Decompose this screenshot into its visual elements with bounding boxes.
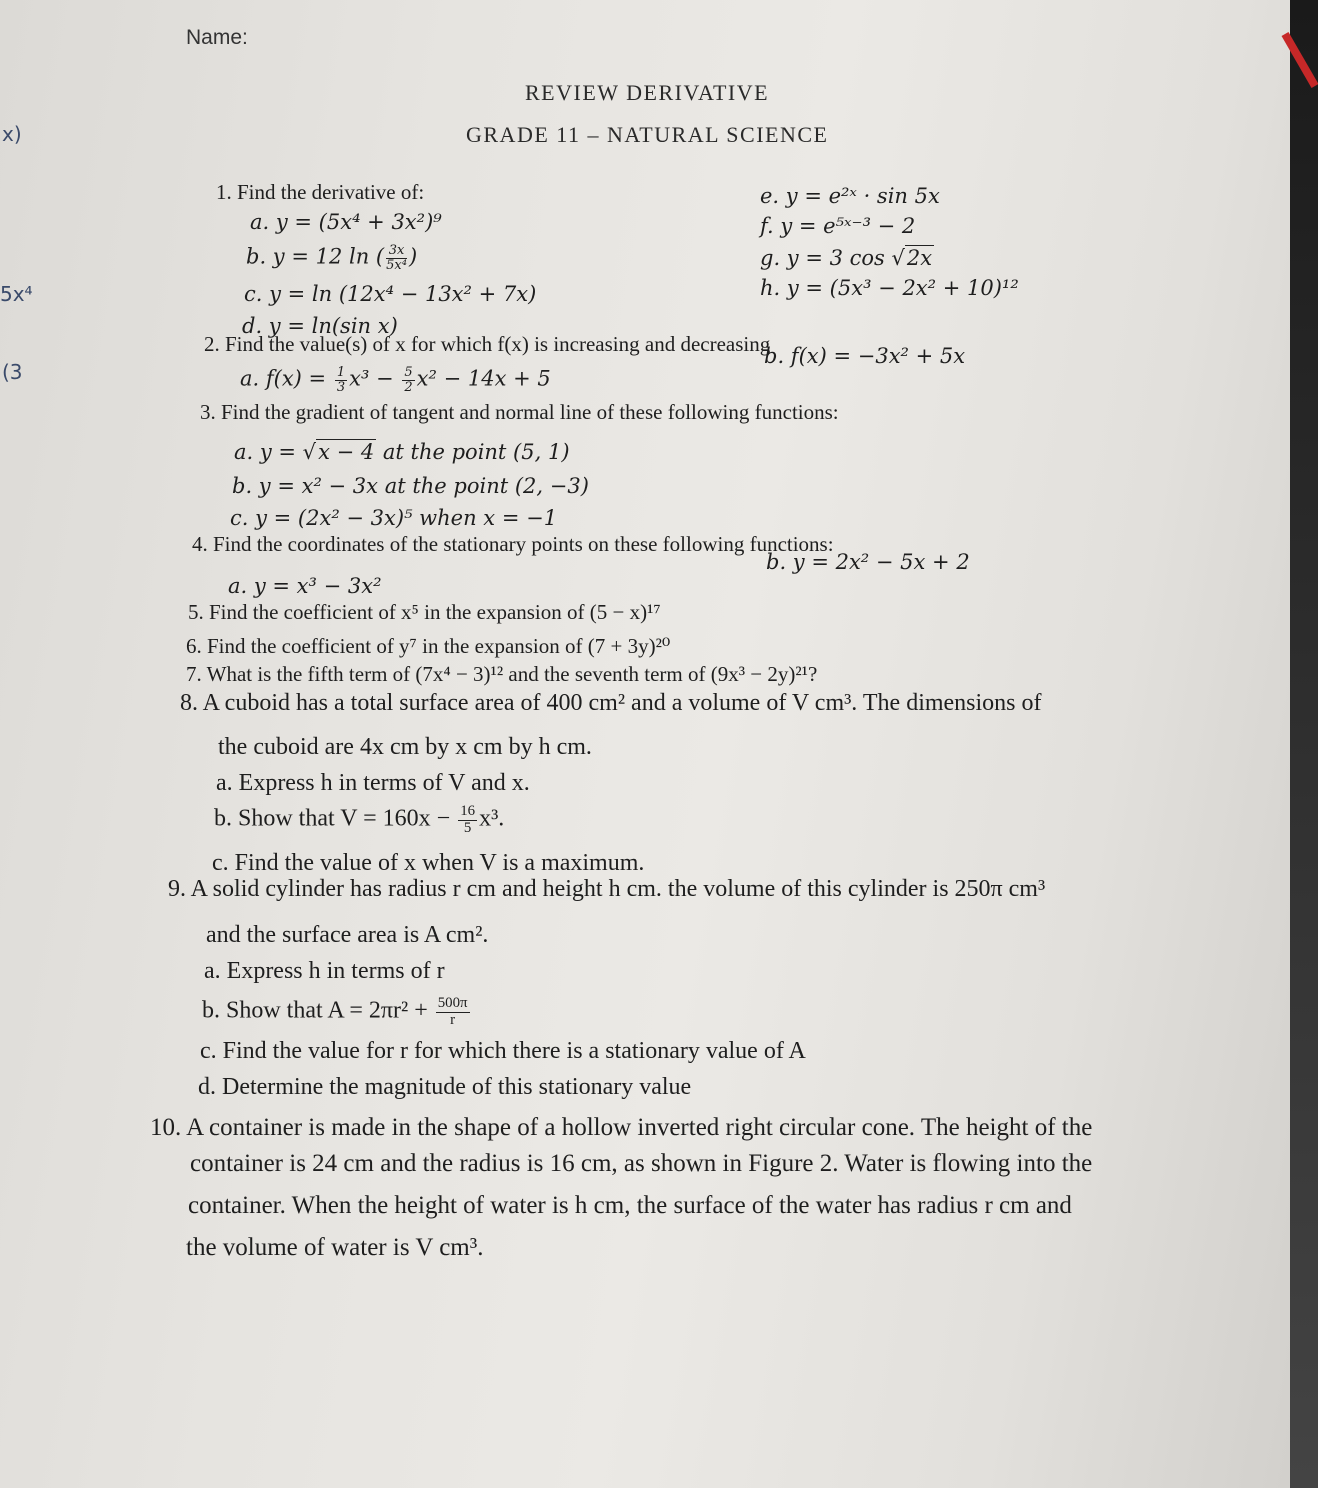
q8-b: [214, 804, 504, 836]
q8-a: a. Express h in terms of V and x.: [216, 770, 530, 796]
q8-c: c. Find the value of x when V is a maximum.: [212, 850, 645, 876]
q10-line3: container. When the height of water is h cm, the surface of the water has radius r cm and: [188, 1192, 1072, 1219]
q3-a-radicand: x − 4: [318, 440, 375, 464]
q9-b: [202, 996, 472, 1028]
q9-b-num: 500π: [437, 995, 468, 1011]
q2-a-frac1-den: 3: [336, 379, 346, 395]
q1-f: f. y = e⁵ˣ⁻³ − 2: [760, 214, 916, 238]
margin-note-1: x): [2, 122, 22, 146]
q3-c: c. y = (2x² − 3x)⁵ when x = −1: [230, 506, 558, 530]
q1-h: h. y = (5x³ − 2x² + 10)¹²: [760, 276, 1019, 300]
q1-prompt: 1. Find the derivative of:: [216, 180, 425, 204]
q2-b: b. f(x) = −3x² + 5x: [764, 344, 966, 368]
q3-a-post: at the point (5, 1): [382, 440, 570, 464]
q1-b-numerator: 3x: [386, 244, 407, 259]
q3-prompt: 3. Find the gradient of tangent and normal line of these following functions:: [200, 400, 839, 424]
margin-note-3: (3: [2, 360, 23, 384]
q9-line2: and the surface area is A cm².: [206, 922, 489, 948]
q1-g-label: g. y = 3 cos √: [760, 246, 905, 270]
q1-b-denominator: 5x⁴: [386, 257, 407, 273]
q2-a-frac2-num: 5: [404, 365, 413, 380]
q2-a-mid: x³ −: [349, 366, 394, 391]
q9-d: d. Determine the magnitude of this stationary value: [198, 1074, 692, 1100]
q3-a-pre: a. y = √: [234, 440, 317, 464]
page-title: REVIEW DERIVATIVE: [525, 80, 770, 105]
q1-c: c. y = ln (12x⁴ − 13x² + 7x): [244, 282, 537, 306]
page-subtitle: GRADE 11 – NATURAL SCIENCE: [466, 122, 829, 147]
q1-b: b. y = 12 ln ( $\frac{3x}{\text{5x⁴}}$ ): [246, 243, 418, 273]
q2-a-frac1-num: 1: [336, 365, 346, 380]
q1-b-label: b. y = 12 ln (: [246, 244, 385, 269]
margin-note-2: 5x⁴: [0, 282, 33, 306]
q9-b-den: r: [450, 1011, 456, 1028]
q9-a: a. Express h in terms of r: [204, 958, 445, 984]
q8-b-num: 16: [460, 803, 476, 819]
background-edge: [1290, 0, 1318, 1488]
q9-line1: 9. A solid cylinder has radius r cm and height h cm. the volume of this cylinder is 250π cm³: [168, 876, 1046, 902]
q2-a-frac2-den: 2: [404, 379, 413, 395]
q1-g-radicand: 2x: [906, 246, 933, 270]
q10-line1: 10. A container is made in the shape of a hollow inverted right circular cone. The height of the: [150, 1114, 1093, 1141]
q8-b-pre: b. Show that V = 160x −: [214, 805, 451, 832]
q4-b: b. y = 2x² − 5x + 2: [766, 550, 970, 574]
q1-b-fraction: [386, 244, 407, 272]
q8-line1: 8. A cuboid has a total surface area of 400 cm² and a volume of V cm³. The dimensions of: [180, 690, 1042, 716]
q1-a: a. y = (5x⁴ + 3x²)⁹: [250, 210, 442, 234]
q4-prompt: 4. Find the coordinates of the stationary points on these following functions:: [192, 532, 834, 556]
q6: 6. Find the coefficient of y⁷ in the expansion of (7 + 3y)²⁰: [186, 634, 671, 658]
q3-b: b. y = x² − 3x at the point (2, −3): [232, 474, 589, 498]
q8-b-fraction: [458, 804, 477, 836]
q2-a-post: x² − 14x + 5: [416, 366, 551, 391]
q2-a-pre: a. f(x) =: [240, 366, 327, 391]
q8-b-den: 5: [463, 819, 472, 836]
q1-g: [760, 246, 934, 270]
q2-a-fraction-1: [335, 366, 347, 394]
q9-b-pre: b. Show that A = 2πr² +: [202, 997, 428, 1024]
q10-line2: container is 24 cm and the radius is 16 cm, as shown in Figure 2. Water is flowing into the: [190, 1150, 1093, 1177]
q2-a-fraction-2: [402, 366, 414, 394]
q10-line4: the volume of water is V cm³.: [186, 1234, 484, 1261]
q9-b-fraction: [436, 996, 470, 1028]
name-label: Name:: [186, 26, 248, 49]
q3-a: [234, 440, 570, 464]
q8-line2: the cuboid are 4x cm by x cm by h cm.: [218, 734, 592, 760]
q7: 7. What is the fifth term of (7x⁴ − 3)¹² and the seventh term of (9x³ − 2y)²¹?: [186, 662, 818, 686]
q1-e: e. y = e²ˣ · sin 5x: [760, 184, 940, 208]
q2-a: [240, 366, 551, 394]
q1-d: d. y = ln(sin x): [242, 314, 398, 338]
q5: 5. Find the coefficient of x⁵ in the expansion of (5 − x)¹⁷: [188, 600, 661, 624]
q4-a: a. y = x³ − 3x²: [228, 574, 382, 598]
q8-b-post: x³.: [479, 805, 505, 832]
q9-c: c. Find the value for r for which there is a stationary value of A: [200, 1038, 806, 1064]
q2-prompt: 2. Find the value(s) of x for which f(x) is increasing and decreasing: [204, 332, 771, 356]
